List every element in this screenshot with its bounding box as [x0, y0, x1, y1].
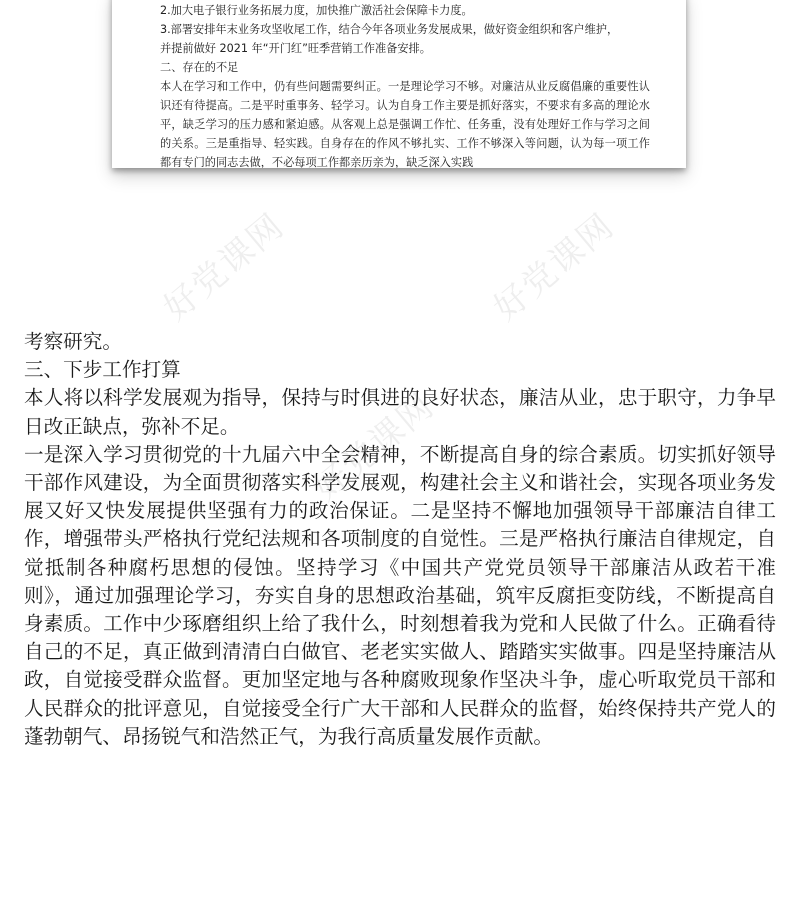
body-paragraph: 本人将以科学发展观为指导，保持与时俱进的良好状态，廉洁从业，忠于职守，力争早日改正缺点，弥补不足。	[24, 386, 776, 438]
body-paragraph: 考察研究。	[24, 330, 122, 353]
preview-line: 并提前做好 2021 年“开门红”旺季营销工作准备安排。	[160, 42, 431, 55]
watermark: 好党课网	[306, 385, 443, 509]
body-paragraph: 一是深入学习贯彻党的十九届六中全会精神，不断提高自身的综合素质。切实抓好领导干部作风建设，为全面贯彻落实科学发展观，构建社会主义和谐社会，实现各项业务发展又好又快发展提供坚强有力的政治保证。二是坚持不懈地加强领导干部廉洁自律工作，增强带头严格执行党纪法规和各项制度的自觉性。三是严格执行廉洁自律规定，自觉抵制各种腐朽思想的侵蚀。坚持学习《中国共产党党员领导干部廉洁从政若干准则》，通过加强理论学习，夯实自身的思想政治基础，筑牢反腐拒变防线，不断提高自身素质。工作中少琢磨组织上给了我什么，时刻想着我为党和人民做了什么。正确看待自己的不足，真正做到清清白白做官、老老实实做人、踏踏实实做事。四是坚持廉洁从政，自觉接受群众监督。更加坚定地与各种腐败现象作坚决斗争，虚心听取党员干部和人民群众的批评意见，自觉接受全行广大干部和人民群众的监督，始终保持共产党人的蓬勃朝气、昂扬锐气和浩然正气，为我行高质量发展作贡献。	[24, 442, 776, 748]
watermark: 好党课网	[486, 205, 623, 329]
document-preview-text	[160, 0, 650, 168]
document-preview-card	[112, 0, 686, 168]
preview-section-heading: 二、存在的不足	[160, 61, 239, 74]
preview-line: 2.加大电子银行业务拓展力度，加快推广激活社会保障卡力度。	[160, 4, 473, 17]
watermark: 好党课网	[156, 205, 293, 329]
preview-line: 3.部署安排年末业务攻坚收尾工作，结合今年各项业务发展成果，做好资金组织和客户维护，	[160, 23, 619, 36]
document-body	[24, 328, 776, 751]
section-heading: 三、下步工作打算	[24, 358, 181, 382]
preview-paragraph: 本人在学习和工作中，仍有些问题需要纠正。一是理论学习不够。对廉洁从业反腐倡廉的重要性认识还有待提高。二是平时重事务、轻学习。认为自身工作主要是抓好落实，不要求有多高的理论水平，缺乏学习的压力感和紧迫感。从客观上总是强调工作忙、任务重，没有处理好工作与学习之间的关系。三是重指导、轻实践。自身存在的作风不够扎实、工作不够深入等问题，认为每一项工作都有专门的同志去做，不必每项工作都亲历亲为，缺乏深入实践	[160, 80, 650, 168]
